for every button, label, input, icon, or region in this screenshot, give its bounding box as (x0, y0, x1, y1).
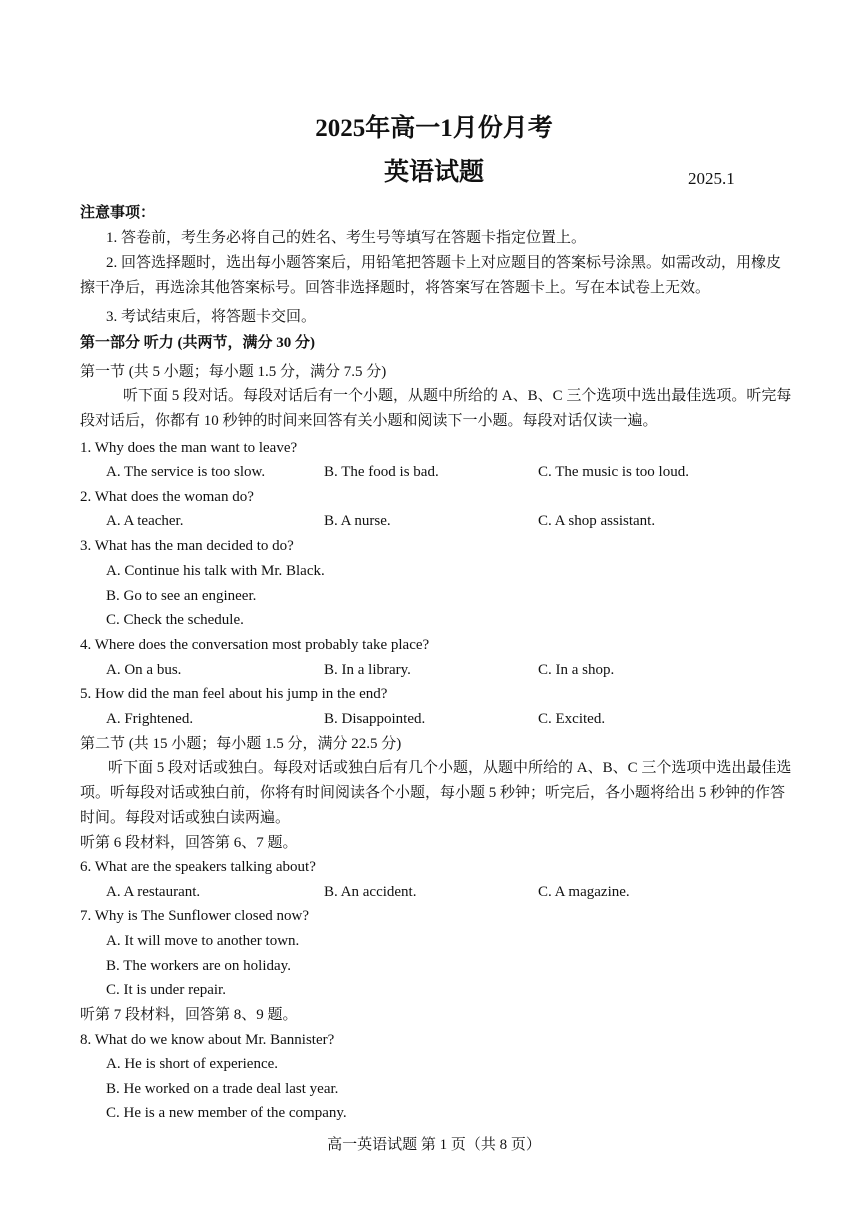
question-3-stem: 3. What has the man decided to do? (80, 538, 294, 554)
section2-heading: 第二节 (共 15 小题；每小题 1.5 分，满分 22.5 分) (80, 736, 402, 752)
question-2-stem: 2. What does the woman do? (80, 489, 254, 505)
part1-heading: 第一部分 听力 (共两节，满分 30 分) (80, 335, 315, 351)
section1-heading: 第一节 (共 5 小题；每小题 1.5 分，满分 7.5 分) (80, 364, 387, 380)
question-6-option-b: B. An accident. (324, 884, 417, 900)
question-1-stem: 1. Why does the man want to leave? (80, 440, 298, 456)
question-8-option-c: C. He is a new member of the company. (106, 1105, 347, 1121)
question-4-option-c: C. In a shop. (538, 662, 615, 678)
question-7-stem: 7. Why is The Sunflower closed now? (80, 908, 309, 924)
question-3-option-c: C. Check the schedule. (106, 612, 244, 628)
question-5-option-c: C. Excited. (538, 711, 606, 727)
question-7-option-a: A. It will move to another town. (106, 933, 300, 949)
question-5-option-a: A. Frightened. (106, 711, 194, 727)
notice-item-1: 1. 答卷前，考生务必将自己的姓名、考生号等填写在答题卡指定位置上。 (106, 230, 587, 246)
question-1-option-c: C. The music is too loud. (538, 464, 689, 480)
notice-item-2: 2. 回答选择题时，选出每小题答案后，用铅笔把答题卡上对应题目的答案标号涂黑。如需改动，用橡皮擦干净后，再选涂其他答案标号。回答非选择题时，将答案写在答题卡上。写在本试卷上无效。 (80, 255, 782, 296)
question-7-option-b: B. The workers are on holiday. (106, 958, 291, 974)
exam-title: 2025年高一1月份月考 (315, 115, 553, 142)
question-8-stem: 8. What do we know about Mr. Bannister? (80, 1032, 335, 1048)
question-1-option-b: B. The food is bad. (324, 464, 439, 480)
question-6-option-a: A. A restaurant. (106, 884, 201, 900)
question-3-option-b: B. Go to see an engineer. (106, 588, 257, 604)
exam-date: 2025.1 (688, 169, 735, 188)
question-2-option-b: B. A nurse. (324, 513, 391, 529)
question-6-option-c: C. A magazine. (538, 884, 630, 900)
question-1-option-a: A. The service is too slow. (106, 464, 266, 480)
question-5-stem: 5. How did the man feel about his jump in the end? (80, 686, 388, 702)
question-4-stem: 4. Where does the conversation most probably take place? (80, 637, 430, 653)
notice-item-3: 3. 考试结束后，将答题卡交回。 (106, 309, 317, 325)
question-7-option-c: C. It is under repair. (106, 982, 226, 998)
page-footer: 高一英语试题 第 1 页（共 8 页） (327, 1137, 541, 1153)
question-6-stem: 6. What are the speakers talking about? (80, 859, 316, 875)
question-2-option-c: C. A shop assistant. (538, 513, 656, 529)
section1-instructions: 听下面 5 段对话。每段对话后有一个小题，从题中所给的 A、B、C 三个选项中选出最佳选项。听完每段对话后，你都有 10 秒钟的时间来回答有关小题和阅读下一小题。每段对话仅读一遍。 (80, 388, 792, 429)
exam-subtitle: 英语试题 (383, 159, 484, 186)
material-6-label: 听第 6 段材料，回答第 6、7 题。 (80, 835, 298, 851)
material-7-label: 听第 7 段材料，回答第 8、9 题。 (80, 1007, 298, 1023)
question-4-option-a: A. On a bus. (106, 662, 182, 678)
notice-heading: 注意事项： (80, 205, 156, 221)
section2-instructions: 听下面 5 段对话或独白。每段对话或独白后有几个小题，从题中所给的 A、B、C 三个选项中选出最佳选项。听每段对话或独白前，你将有时间阅读各个小题，每小题 5 秒钟；听完后，各小题将给出 5 秒钟的作答时间。每段对话或独白读两遍。 (80, 760, 792, 826)
question-3-option-a: A. Continue his talk with Mr. Black. (106, 563, 325, 579)
question-4-option-b: B. In a library. (324, 662, 411, 678)
question-2-option-a: A. A teacher. (106, 513, 184, 529)
question-5-option-b: B. Disappointed. (324, 711, 426, 727)
question-8-option-b: B. He worked on a trade deal last year. (106, 1081, 339, 1097)
question-8-option-a: A. He is short of experience. (106, 1056, 279, 1072)
